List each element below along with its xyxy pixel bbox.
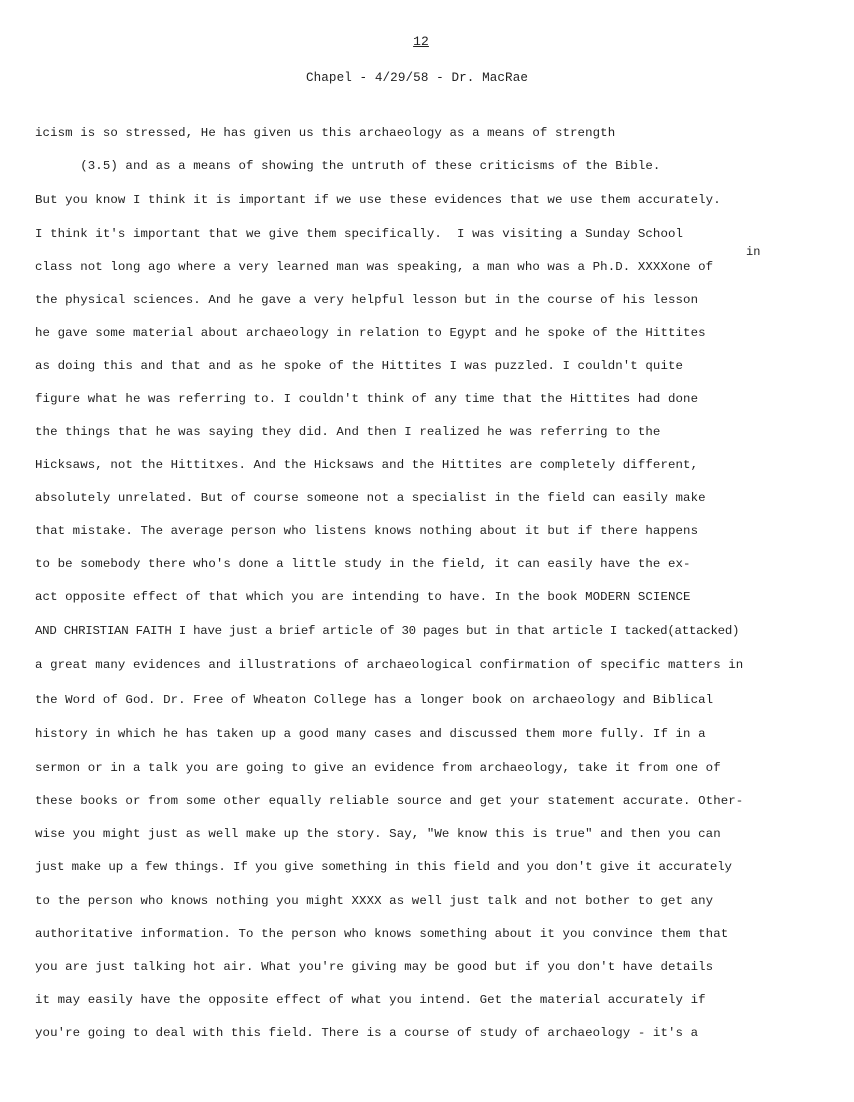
text-line: icism is so stressed, He has given us this archaeology as a means of strength	[35, 126, 616, 140]
text-line: sermon or in a talk you are going to give an evidence from archaeology, take it from one of	[35, 761, 721, 775]
text-line: you are just talking hot air. What you're giving may be good but if you don't have details	[35, 960, 714, 974]
text-line: figure what he was referring to. I couldn't think of any time that the Hittites had done	[35, 392, 699, 406]
text-line: authoritative information. To the person who knows something about it you convince them that	[35, 927, 729, 941]
text-line: the things that he was saying they did. And then I realized he was referring to the	[35, 425, 661, 439]
text-line: AND CHRISTIAN FAITH I have just a brief article of 30 pages but in that article I tacked(attacked)	[35, 624, 740, 638]
text-line: to be somebody there who's done a little study in the field, it can easily have the ex-	[35, 557, 691, 571]
text-line: these books or from some other equally reliable source and get your statement accurate. Other-	[35, 794, 744, 808]
text-line: class not long ago where a very learned man was speaking, a man who was a Ph.D. XXXXone of	[35, 260, 714, 274]
page-number: 12	[413, 34, 429, 49]
text-line: I think it's important that we give them specifically. I was visiting a Sunday School	[35, 227, 684, 241]
text-line: (3.5) and as a means of showing the untruth of these criticisms of the Bible.	[35, 159, 661, 173]
text-line: you're going to deal with this field. There is a course of study of archaeology - it's a	[35, 1026, 699, 1040]
text-line: a great many evidences and illustrations of archaeological confirmation of specific matters in	[35, 658, 744, 672]
text-line: just make up a few things. If you give something in this field and you don't give it accurately	[35, 860, 732, 874]
text-line: as doing this and that and as he spoke of the Hittites I was puzzled. I couldn't quite	[35, 359, 684, 373]
text-line: he gave some material about archaeology in relation to Egypt and he spoke of the Hittites	[35, 326, 706, 340]
text-line: But you know I think it is important if we use these evidences that we use them accurately.	[35, 193, 721, 207]
text-line: to the person who knows nothing you might XXXX as well just talk and not bother to get any	[35, 894, 714, 908]
text-line: history in which he has taken up a good many cases and discussed them more fully. If in a	[35, 727, 706, 741]
text-line: the Word of God. Dr. Free of Wheaton College has a longer book on archaeology and Biblical	[35, 693, 714, 707]
page-header: Chapel - 4/29/58 - Dr. MacRae	[305, 71, 529, 85]
text-line: it may easily have the opposite effect of what you intend. Get the material accurately if	[35, 993, 706, 1007]
handwritten-insertion: in	[746, 245, 761, 259]
text-line: absolutely unrelated. But of course someone not a specialist in the field can easily make	[35, 491, 706, 505]
text-line: act opposite effect of that which you are intending to have. In the book MODERN SCIENCE	[35, 590, 691, 604]
text-line: Hicksaws, not the Hittitxes. And the Hicksaws and the Hittites are completely different,	[35, 458, 699, 472]
text-line: that mistake. The average person who listens knows nothing about it but if there happens	[35, 524, 699, 538]
text-line: wise you might just as well make up the story. Say, "We know this is true" and then you can	[35, 827, 721, 841]
text-line: the physical sciences. And he gave a very helpful lesson but in the course of his lesson	[35, 293, 699, 307]
